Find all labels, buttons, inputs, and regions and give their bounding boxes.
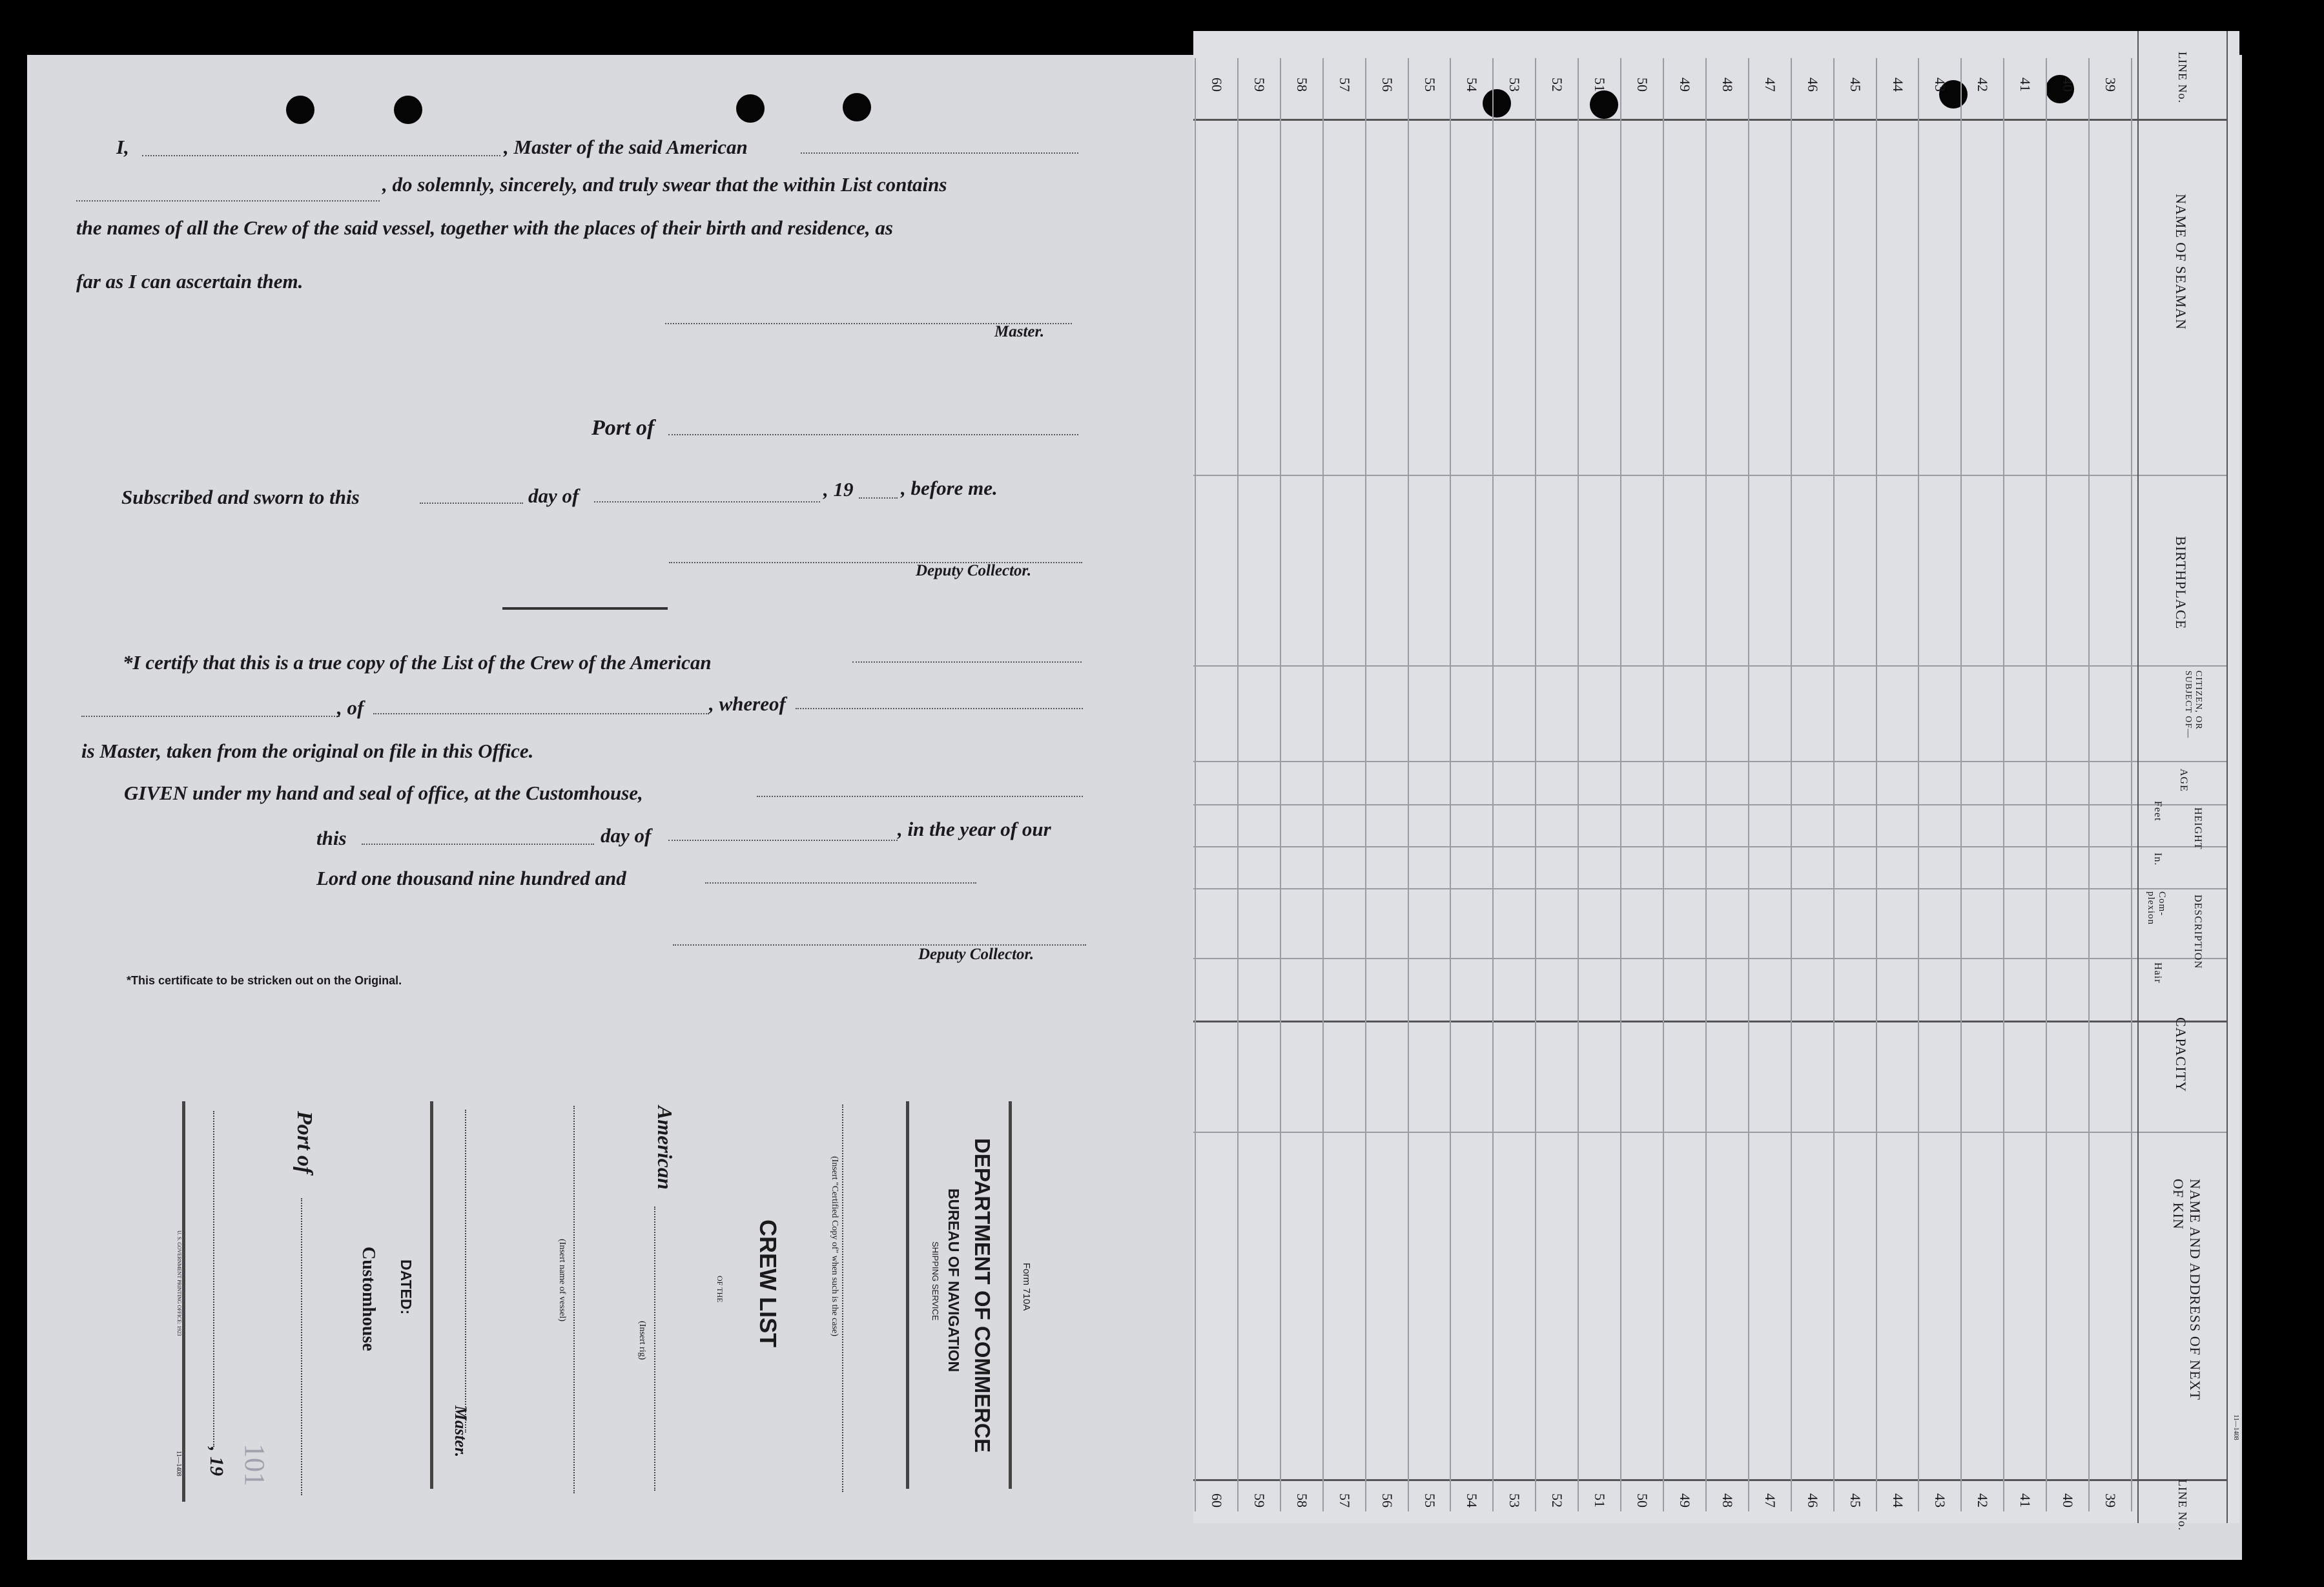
printer-note: U. S. GOVERNMENT PRINTING OFFICE: 1923 — [176, 1230, 182, 1336]
line-number-top: 42 — [1975, 78, 1991, 92]
certificate-line1: *I certify that this is a true copy of the List of the Crew of the American — [123, 651, 712, 674]
header-citizen: CITIZEN, OR SUBJECT OF— — [2183, 670, 2203, 739]
row-line — [1237, 58, 1239, 1511]
punch-hole — [843, 93, 871, 121]
rig-field[interactable] — [654, 1207, 657, 1491]
header-column-rule — [2137, 31, 2139, 1523]
cover-rule — [182, 1101, 185, 1502]
of-the-label: OF THE — [715, 1276, 725, 1303]
line-number-bottom: 45 — [1847, 1493, 1864, 1508]
line-number-top: 57 — [1336, 78, 1353, 92]
bureau-title: BUREAU OF NAVIGATION — [945, 1188, 962, 1373]
line-number-bottom: 39 — [2103, 1493, 2119, 1508]
cert-day-field[interactable] — [362, 844, 594, 845]
col-divider-capacity — [1193, 1132, 2226, 1133]
header-complexion: Com-plexion — [2146, 891, 2167, 925]
line-number-top: 43 — [1932, 78, 1949, 92]
line-number-bottom: 53 — [1506, 1493, 1523, 1508]
row-line — [2046, 58, 2047, 1511]
date-cover-field[interactable] — [213, 1111, 216, 1447]
line-number-top: 50 — [1634, 78, 1651, 92]
col-divider-citizen — [1193, 761, 2226, 762]
line-number-bottom: 52 — [1549, 1493, 1566, 1508]
oath-line1-mid: , Master of the said American — [504, 136, 748, 158]
line-number-top: 48 — [1719, 78, 1736, 92]
subscribed-b: day of — [528, 484, 579, 507]
section-divider — [502, 607, 668, 610]
line-number-top: 55 — [1421, 78, 1438, 92]
punch-hole — [736, 94, 765, 123]
punch-hole — [286, 96, 314, 124]
line-number-bottom: 51 — [1592, 1493, 1609, 1508]
certified-copy-field[interactable] — [842, 1105, 845, 1492]
line-number-bottom: 60 — [1208, 1493, 1225, 1508]
line-number-top: 45 — [1847, 78, 1864, 92]
cert-port-field[interactable] — [373, 713, 709, 714]
col-divider-birthplace — [1193, 665, 2226, 667]
master-cover-label: Master. — [451, 1405, 470, 1458]
line-number-top: 56 — [1379, 78, 1395, 92]
certificate-footnote: *This certificate to be stricken out on the Original. — [127, 974, 402, 987]
col-divider-hair — [1193, 1021, 2226, 1022]
line-number-top: 53 — [1506, 78, 1523, 92]
sworn-year-field[interactable] — [859, 497, 898, 499]
table-right-rule — [2226, 31, 2228, 1523]
cover-code: 11—1408 — [175, 1451, 182, 1477]
line-number-top: 54 — [1464, 78, 1481, 92]
row-line — [2088, 58, 2090, 1511]
insert-certified-note: (Insert "Certified Copy of" when such is the case) — [830, 1156, 839, 1336]
row-line — [1791, 58, 1792, 1511]
subscribed-c: , 19 — [823, 478, 854, 501]
row-line — [1195, 58, 1196, 1511]
col-divider-name — [1193, 475, 2226, 476]
header-line-no-bottom: LINE No. — [2176, 1479, 2189, 1531]
row-line — [1450, 58, 1451, 1511]
master-cover-field[interactable] — [465, 1110, 468, 1433]
line-number-top: 52 — [1549, 78, 1566, 92]
row-line — [2131, 58, 2132, 1511]
oath-line4: far as I can ascertain them. — [76, 270, 303, 293]
col-divider-in — [1193, 888, 2226, 889]
line-number-top: 49 — [1676, 78, 1693, 92]
punch-hole — [394, 96, 422, 124]
certificate-of: , of — [337, 696, 364, 719]
line-number-bottom: 48 — [1719, 1493, 1736, 1508]
header-name-of-seaman: NAME OF SEAMAN — [2173, 194, 2189, 330]
vessel-rig-field[interactable] — [801, 152, 1078, 154]
line-number-top: 47 — [1762, 78, 1778, 92]
line-number-top: 46 — [1804, 78, 1821, 92]
header-capacity: CAPACITY — [2173, 1017, 2189, 1092]
header-next-of-kin: NAME AND ADDRESS OF NEXT OF KIN — [2170, 1179, 2203, 1400]
department-title: DEPARTMENT OF COMMERCE — [971, 1138, 994, 1453]
line-number-bottom: 59 — [1251, 1493, 1268, 1508]
service-title: SHIPPING SERVICE — [931, 1241, 940, 1321]
row-line — [1663, 58, 1664, 1511]
row-line — [1748, 58, 1749, 1511]
oath-line1-prefix: I, — [116, 136, 129, 158]
port-cover-field[interactable] — [301, 1198, 303, 1495]
cert-vessel-name-field[interactable] — [81, 716, 340, 717]
line-number-bottom: 54 — [1464, 1493, 1481, 1508]
line-number-bottom: 42 — [1975, 1493, 1991, 1508]
american-label: American — [653, 1106, 677, 1190]
line-number-bottom: 41 — [2017, 1493, 2034, 1508]
row-line — [1322, 58, 1324, 1511]
punch-hole — [1590, 90, 1618, 119]
certificate-day-of: day of — [601, 824, 652, 847]
subscribed-a: Subscribed and sworn to this — [121, 486, 360, 508]
row-line — [1365, 58, 1366, 1511]
line-number-bottom: 57 — [1336, 1493, 1353, 1508]
header-description: DESCRIPTION — [2192, 895, 2203, 970]
certificate-line3: is Master, taken from the original on file in this Office. — [81, 740, 534, 762]
subscribed-d: , before me. — [901, 477, 998, 499]
name-field[interactable] — [142, 155, 500, 156]
port-of-cover-label: Port of — [293, 1111, 316, 1174]
line-number-top: 41 — [2017, 78, 2034, 92]
line-number-bottom: 55 — [1421, 1493, 1438, 1508]
col-divider-age — [1193, 804, 2226, 805]
line-number-bottom: 40 — [2060, 1493, 2077, 1508]
year-cover-label: , 19 — [206, 1447, 227, 1476]
oath-line2: , do solemnly, sincerely, and truly swear that the within List contains — [382, 173, 947, 196]
col-divider-feet — [1193, 846, 2226, 847]
header-hair: Hair — [2152, 962, 2163, 984]
header-feet: Feet — [2152, 801, 2163, 822]
line-number-top: 60 — [1208, 78, 1225, 92]
cert-month-field[interactable] — [668, 840, 898, 841]
insert-vessel-note: (Insert name of vessel) — [557, 1239, 567, 1322]
cover-rule — [1009, 1101, 1012, 1489]
header-in: In. — [2152, 853, 2163, 866]
sworn-month-field[interactable] — [594, 501, 820, 503]
certificate-year-of-our: , in the year of our — [898, 818, 1051, 840]
customhouse-label: Customhouse — [358, 1247, 378, 1351]
sworn-day-field[interactable] — [420, 503, 523, 504]
line-number-bottom: 44 — [1889, 1493, 1906, 1508]
oath-line3: the names of all the Crew of the said vessel, together with the places of their birth and residence, as — [76, 216, 893, 239]
cert-master-field[interactable] — [796, 708, 1083, 709]
stamp-number: 101 — [239, 1444, 271, 1486]
col-divider-complexion — [1193, 958, 2226, 959]
customhouse-field[interactable] — [757, 796, 1083, 797]
row-line — [1960, 58, 1962, 1511]
port-of-label: Port of — [591, 416, 655, 440]
form-number: Form 710A — [1021, 1263, 1032, 1311]
dated-label: DATED: — [398, 1260, 415, 1315]
line-number-bottom: 56 — [1379, 1493, 1395, 1508]
certificate-line4: GIVEN under my hand and seal of office, at the Customhouse, — [124, 782, 643, 804]
deputy-collector-label: Deputy Collector. — [916, 562, 1032, 579]
line-number-top: 58 — [1293, 78, 1310, 92]
row-line — [1535, 58, 1536, 1511]
line-number-top: 40 — [2060, 78, 2077, 92]
row-line — [1492, 58, 1494, 1511]
vessel-name-field[interactable] — [76, 200, 380, 202]
row-line — [1876, 58, 1877, 1511]
line-number-bottom: 46 — [1804, 1493, 1821, 1508]
row-line — [1280, 58, 1281, 1511]
row-line — [1833, 58, 1835, 1511]
header-birthplace: BIRTHPLACE — [2173, 536, 2189, 630]
certificate-this: this — [316, 827, 347, 849]
vessel-name-cover-field[interactable] — [573, 1106, 576, 1493]
line-number-top: 59 — [1251, 78, 1268, 92]
row-line — [1620, 58, 1621, 1511]
footer-divider — [1193, 1479, 2226, 1481]
crew-list-title: CREW LIST — [755, 1219, 781, 1347]
master-label: Master. — [994, 323, 1045, 340]
port-of-field[interactable] — [668, 434, 1078, 435]
header-age: AGE — [2178, 769, 2189, 792]
line-number-bottom: 50 — [1634, 1493, 1651, 1508]
line-number-bottom: 43 — [1932, 1493, 1949, 1508]
header-height: HEIGHT — [2192, 807, 2203, 850]
line-number-top: 44 — [1889, 78, 1906, 92]
line-number-bottom: 58 — [1293, 1493, 1310, 1508]
table-code: 11—1408 — [2232, 1415, 2239, 1440]
header-divider-top — [1193, 119, 2226, 121]
line-number-bottom: 49 — [1676, 1493, 1693, 1508]
crew-table-page — [1193, 31, 2239, 1523]
cover-rule — [906, 1101, 909, 1489]
row-line — [1705, 58, 1707, 1511]
row-line — [1578, 58, 1579, 1511]
cert-year-field[interactable] — [705, 882, 976, 884]
line-number-top: 39 — [2103, 78, 2119, 92]
cert-deputy-collector-label: Deputy Collector. — [918, 946, 1034, 963]
cover-rule — [430, 1101, 433, 1489]
line-number-top: 51 — [1592, 78, 1609, 92]
certificate-whereof: , whereof — [709, 692, 786, 715]
header-line-no-top: LINE No. — [2176, 52, 2189, 103]
punch-hole — [1483, 89, 1511, 118]
row-line — [1918, 58, 1919, 1511]
cert-vessel-rig-field[interactable] — [852, 661, 1082, 663]
line-number-bottom: 47 — [1762, 1493, 1778, 1508]
certificate-line6: Lord one thousand nine hundred and — [316, 867, 626, 889]
insert-rig-note: (Insert rig) — [637, 1321, 647, 1360]
row-line — [2003, 58, 2004, 1511]
row-line — [1408, 58, 1409, 1511]
